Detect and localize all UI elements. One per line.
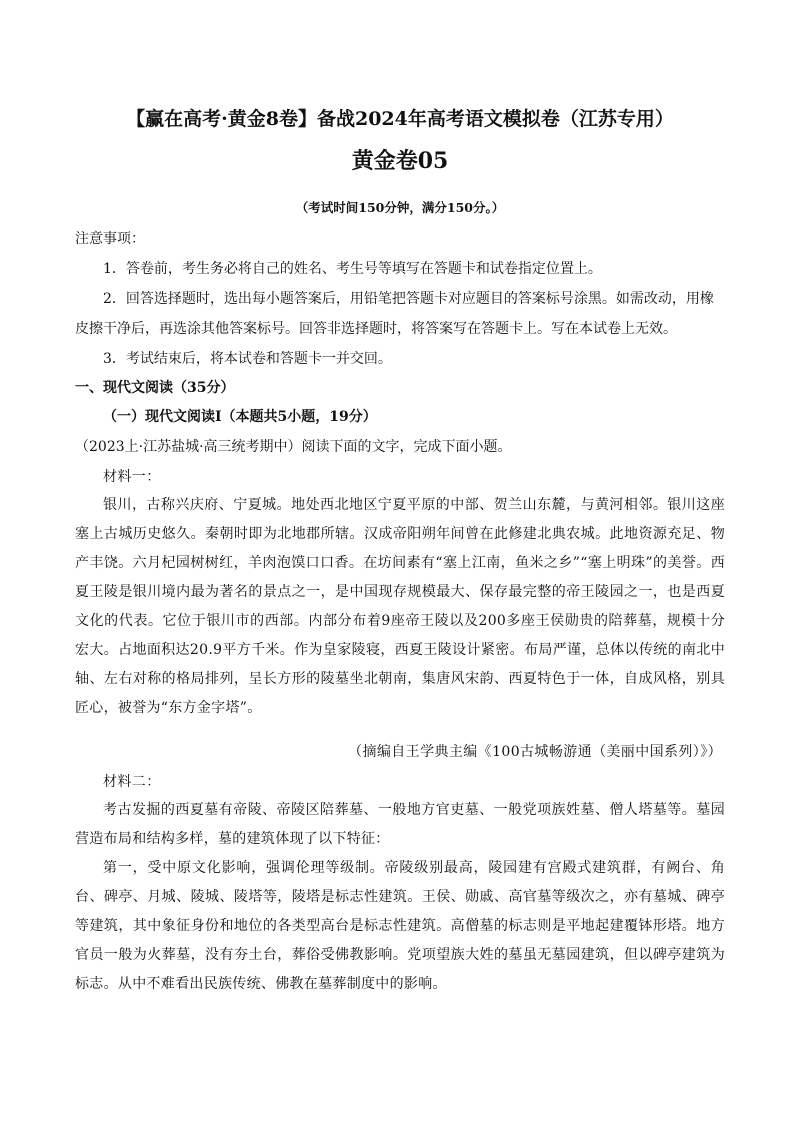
- section-heading: 一、现代文阅读（35分）: [75, 380, 235, 396]
- notice-heading: 注意事项：: [75, 231, 145, 247]
- material-1-label: 材料一：: [103, 469, 161, 485]
- notice-item-2-line-1: 2．回答选择题时，选出每小题答案后，用铅笔把答题卡对应题目的答案标号涂黑。如需改动，用橡: [103, 291, 714, 307]
- material-2-paragraph-2: 第一，受中原文化影响，强调伦理等级制。帝陵级别最高，陵园建有宫殿式建筑群，有阙台、角台、碑亭、月城、陵城、陵塔等，陵塔是标志性建筑。王侯、勋戚、高官墓等级次之，亦有墓城、碑亭等建筑，其中象征身份和地位的各类型高台是标志性建筑。高僧墓的标志则是平地起建覆钵形塔。地方官员一般为火葬墓，没有夯土台，葬俗受佛教影响。党项望族大姓的墓虽无墓园建筑，但以碑亭建筑为标志。从中不难看出民族传统、佛教在墓葬制度中的影响。: [75, 860, 725, 992]
- notice-item-1: 1．答卷前，考生务必将自己的姓名、考生号等填写在答题卡和试卷指定位置上。: [103, 261, 602, 277]
- material-1-text: 银川，古称兴庆府、宁夏城。地处西北地区宁夏平原的中部、贺兰山东麓，与黄河相邻。银川这座塞上古城历史悠久。秦朝时即为北地郡所辖。汉成帝阳朔年间曾在此修建北典农城。此地资源充足、物产丰饶。六月杞园树树红，羊肉泡馍口口香。在坊间素有“塞上江南，鱼米之乡”“塞上明珠”的美誉。西夏王陵是银川境内最为著名的景点之一，是中国现存规模最大、保存最完整的帝王陵园之一，也是西夏文化的代表。它位于银川市的西部。内部分布着9座帝王陵以及200多座王侯勋贵的陪葬墓，规模十分宏大。占地面积达20.9平方千米。作为皇家陵寝，西夏王陵设计紧密。布局严谨，总体以传统的南北中轴、左右对称的格局排列，呈长方形的陵墓坐北朝南，集唐风宋韵、西夏特色于一体，自成风格，别具匠心，被誉为“东方金字塔”。: [75, 497, 725, 716]
- material-2-label: 材料二：: [103, 774, 161, 790]
- document-subtitle: 黄金卷05: [351, 148, 449, 174]
- material-1-citation: （摘编自王学典主编《100古城畅游通（美丽中国系列）》）: [348, 744, 722, 760]
- exam-info: （考试时间150分钟，满分150分。）: [295, 200, 505, 215]
- section-subheading: （一）现代文阅读Ⅰ（本题共5小题，19分）: [103, 409, 377, 425]
- document-title: 【赢在高考·黄金8卷】备战2024年高考语文模拟卷（江苏专用）: [126, 108, 674, 130]
- question-source: （2023上·江苏盐城·高三统考期中）阅读下面的文字，完成下面小题。: [75, 439, 512, 455]
- material-2-paragraph-1: 考古发掘的西夏墓有帝陵、帝陵区陪葬墓、一般地方官吏墓、一般党项族姓墓、僧人塔墓等。墓园营造布局和结构多样，墓的建筑体现了以下特征：: [75, 802, 725, 847]
- notice-item-2-line-2: 皮擦干净后，再选涂其他答案标号。回答非选择题时，将答案写在答题卡上。写在本试卷上无效。: [75, 321, 677, 337]
- notice-item-3: 3．考试结束后，将本试卷和答题卡一并交回。: [103, 351, 392, 367]
